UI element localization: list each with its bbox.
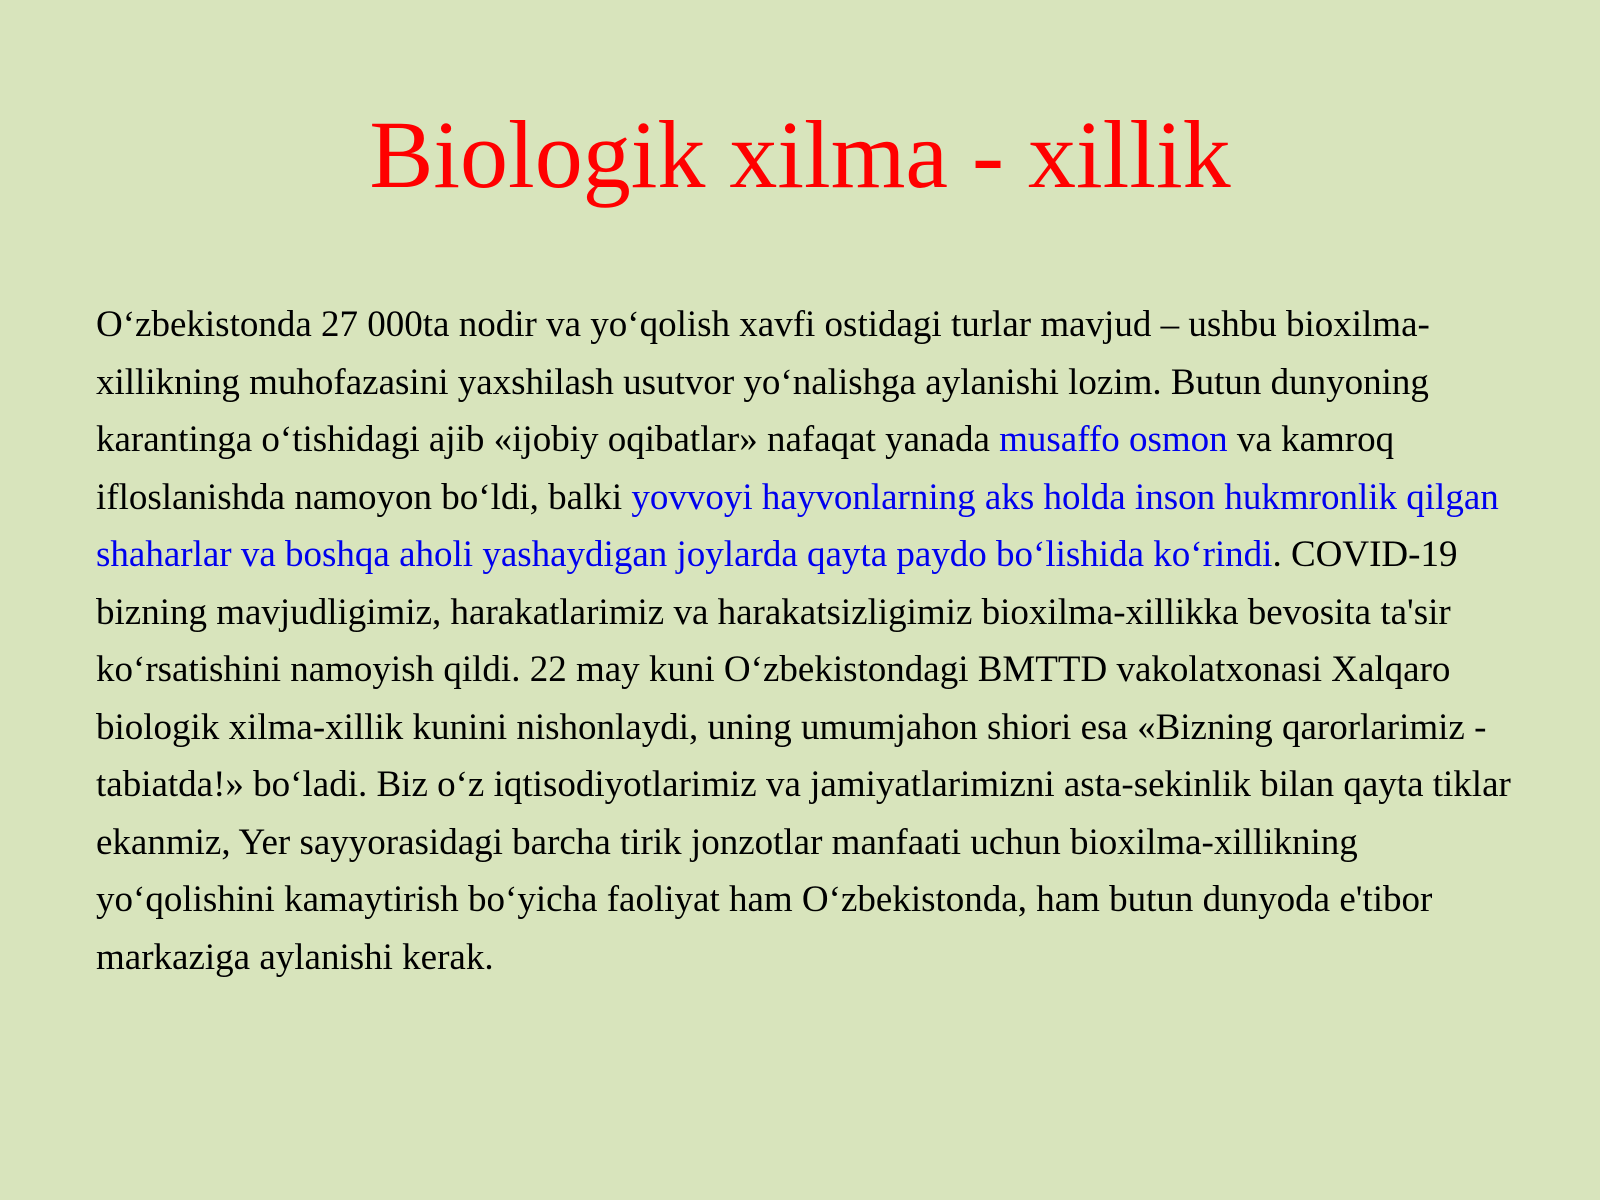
highlight-phrase-wild-animals: yovvoyi hayvonlarning aks holda inson hukmronlik qilgan shaharlar va boshqa aholi yashaydigan joylarda qayta paydo bo‘lishida ko‘rindi [96,476,1499,575]
highlight-phrase-clear-sky: musaffo osmon [999,419,1228,460]
paragraph-text-part-2: va kamroq ifloslanishda namoyon bo‘ldi, balki [96,419,1395,518]
paragraph-text-part-3: . COVID-19 bizning mavjudligimiz, harakatlarimiz va harakatsizligimiz bioxilma-xillikka bevosita ta'sir ko‘rsatishini namoyish qildi. 22 may kuni O‘zbekistondagi BMTTD vakolatxonasi Xalqaro biologik xilma-xillik kunini nishonlaydi, uning umumjahon shiori esa «Bizning qarorlarimiz - tabiatda!» bo‘ladi. Biz o‘z iqtisodiyotlarimiz va jamiyatlarimizni asta-sekinlik bilan qayta tiklar ekanmiz, Yer sayyorasidagi barcha tirik jonzotlar manfaati uchun bioxilma-xillikning yo‘qolishini kamaytirish bo‘yicha faoliyat ham O‘zbekistonda, ham butun dunyoda e'tibor markaziga aylanishi kerak. [96,534,1511,978]
paragraph-text-part-1: O‘zbekistonda 27 000ta nodir va yo‘qolish xavfi ostidagi turlar mavjud – ushbu bioxilma-xillikning muhofazasini yaxshilash usutvor yo‘nalishga aylanishi lozim. Butun dunyoning karantinga o‘tishidagi ajib «ijobiy oqibatlar» nafaqat yanada [96,304,1430,460]
slide-title: Biologik xilma - xillik [369,101,1231,208]
body-paragraph [96,296,1516,986]
